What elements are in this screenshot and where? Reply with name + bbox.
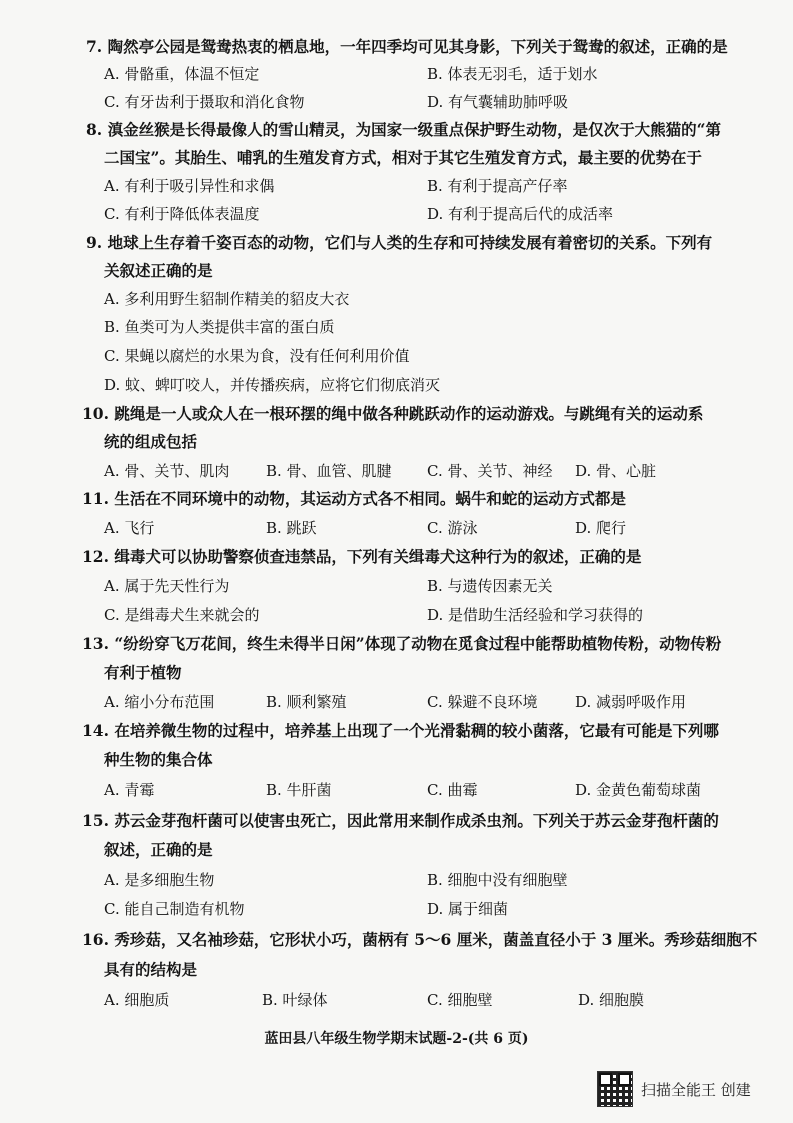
- q15-stem-line-1: 15. 苏云金芽孢杆菌可以使害虫死亡，因此常用来制作成杀虫剂。下列关于苏云金芽孢杆菌的: [82, 811, 719, 830]
- q11-option-b: B. 跳跃: [266, 519, 317, 537]
- q11-option-a: A. 飞行: [104, 519, 155, 537]
- q14-stem-line-1: 14. 在培养微生物的过程中，培养基上出现了一个光滑黏稠的较小菌落，它最有可能是下列哪: [82, 721, 719, 740]
- q13-stem-line-1: 13. “纷纷穿飞万花间，终生未得半日闲”体现了动物在觅食过程中能帮助植物传粉，动物传粉: [82, 634, 722, 653]
- q16-option-c: C. 细胞壁: [427, 991, 493, 1009]
- q10-option-b: B. 骨、血管、肌腱: [266, 462, 392, 480]
- q14-option-b: B. 牛肝菌: [266, 781, 332, 799]
- q11-stem-line-1: 11. 生活在不同环境中的动物，其运动方式各不相同。蜗牛和蛇的运动方式都是: [82, 489, 626, 508]
- q7-option-d: D. 有气囊辅助肺呼吸: [427, 93, 569, 111]
- q8-option-a: A. 有利于吸引异性和求偶: [104, 177, 275, 195]
- q14-stem-line-2: 种生物的集合体: [104, 750, 213, 769]
- q14-option-c: C. 曲霉: [427, 781, 478, 799]
- q8-stem-line-1: 8. 滇金丝猴是长得最像人的雪山精灵，为国家一级重点保护野生动物，是仅次于大熊猫的“第: [86, 120, 721, 139]
- q16-option-d: D. 细胞膜: [578, 991, 645, 1009]
- q9-option-b: B. 鱼类可为人类提供丰富的蛋白质: [104, 318, 335, 336]
- q15-option-b: B. 细胞中没有细胞壁: [427, 871, 568, 889]
- q13-option-d: D. 减弱呼吸作用: [575, 693, 687, 711]
- q9-option-a: A. 多利用野生貂制作精美的貂皮大衣: [104, 290, 350, 308]
- q8-stem-line-2: 二国宝”。其胎生、哺乳的生殖发育方式，相对于其它生殖发育方式，最主要的优势在于: [104, 148, 702, 167]
- q10-option-d: D. 骨、心脏: [575, 462, 657, 480]
- q8-option-b: B. 有利于提高产仔率: [427, 177, 568, 195]
- q10-option-c: C. 骨、关节、神经: [427, 462, 553, 480]
- q15-option-c: C. 能自己制造有机物: [104, 900, 245, 918]
- q14-option-d: D. 金黄色葡萄球菌: [575, 781, 702, 799]
- q8-option-c: C. 有利于降低体表温度: [104, 205, 260, 223]
- q16-option-a: A. 细胞质: [104, 991, 170, 1009]
- q9-stem-line-2: 关叙述正确的是: [104, 261, 213, 280]
- q12-option-a: A. 属于先天性行为: [104, 577, 230, 595]
- q7-option-c: C. 有牙齿利于摄取和消化食物: [104, 93, 305, 111]
- q16-option-b: B. 叶绿体: [262, 991, 328, 1009]
- q12-stem-line-1: 12. 缉毒犬可以协助警察侦查违禁品，下列有关缉毒犬这种行为的叙述，正确的是: [82, 547, 642, 566]
- q10-stem-line-1: 10. 跳绳是一人或众人在一根环摆的绳中做各种跳跃动作的运动游戏。与跳绳有关的运动系: [82, 404, 704, 423]
- q15-option-d: D. 属于细菌: [427, 900, 509, 918]
- q11-option-c: C. 游泳: [427, 519, 478, 537]
- q15-stem-line-2: 叙述，正确的是: [104, 840, 213, 859]
- q13-option-c: C. 躲避不良环境: [427, 693, 538, 711]
- q9-stem-line-1: 9. 地球上生存着千姿百态的动物，它们与人类的生存和可持续发展有着密切的关系。下列有: [86, 233, 713, 252]
- q12-option-d: D. 是借助生活经验和学习获得的: [427, 606, 644, 624]
- q9-option-d: D. 蚊、蜱叮咬人，并传播疾病，应将它们彻底消灭: [104, 376, 441, 394]
- q16-stem-line-1: 16. 秀珍菇，又名袖珍菇，它形状小巧，菌柄有 5～6 厘米，菌盖直径小于 3 厘米。秀珍菇细胞不: [82, 930, 758, 949]
- qr-code-icon: [597, 1071, 633, 1107]
- q10-option-a: A. 骨、关节、肌肉: [104, 462, 230, 480]
- q12-option-b: B. 与遗传因素无关: [427, 577, 553, 595]
- q16-stem-line-2: 具有的结构是: [104, 960, 198, 979]
- q9-option-c: C. 果蝇以腐烂的水果为食，没有任何利用价值: [104, 347, 410, 365]
- q14-option-a: A. 青霉: [104, 781, 155, 799]
- q13-option-b: B. 顺利繁殖: [266, 693, 347, 711]
- q12-option-c: C. 是缉毒犬生来就会的: [104, 606, 260, 624]
- q10-stem-line-2: 统的组成包括: [104, 432, 198, 451]
- q8-option-d: D. 有利于提高后代的成活率: [427, 205, 614, 223]
- scanner-watermark-text: 扫描全能王 创建: [641, 1080, 751, 1099]
- q15-option-a: A. 是多细胞生物: [104, 871, 215, 889]
- page-footer: 蓝田县八年级生物学期末试题-2-(共 6 页): [264, 1031, 529, 1047]
- q7-option-b: B. 体表无羽毛，适于划水: [427, 65, 598, 83]
- q13-stem-line-2: 有利于植物: [104, 663, 182, 682]
- q7-option-a: A. 骨骼重，体温不恒定: [104, 65, 260, 83]
- q11-option-d: D. 爬行: [575, 519, 627, 537]
- q13-option-a: A. 缩小分布范围: [104, 693, 215, 711]
- q7-stem-line-1: 7. 陶然亭公园是鸳鸯热衷的栖息地，一年四季均可见其身影，下列关于鸳鸯的叙述，正确的是: [86, 37, 728, 56]
- scanner-watermark: [597, 1072, 751, 1106]
